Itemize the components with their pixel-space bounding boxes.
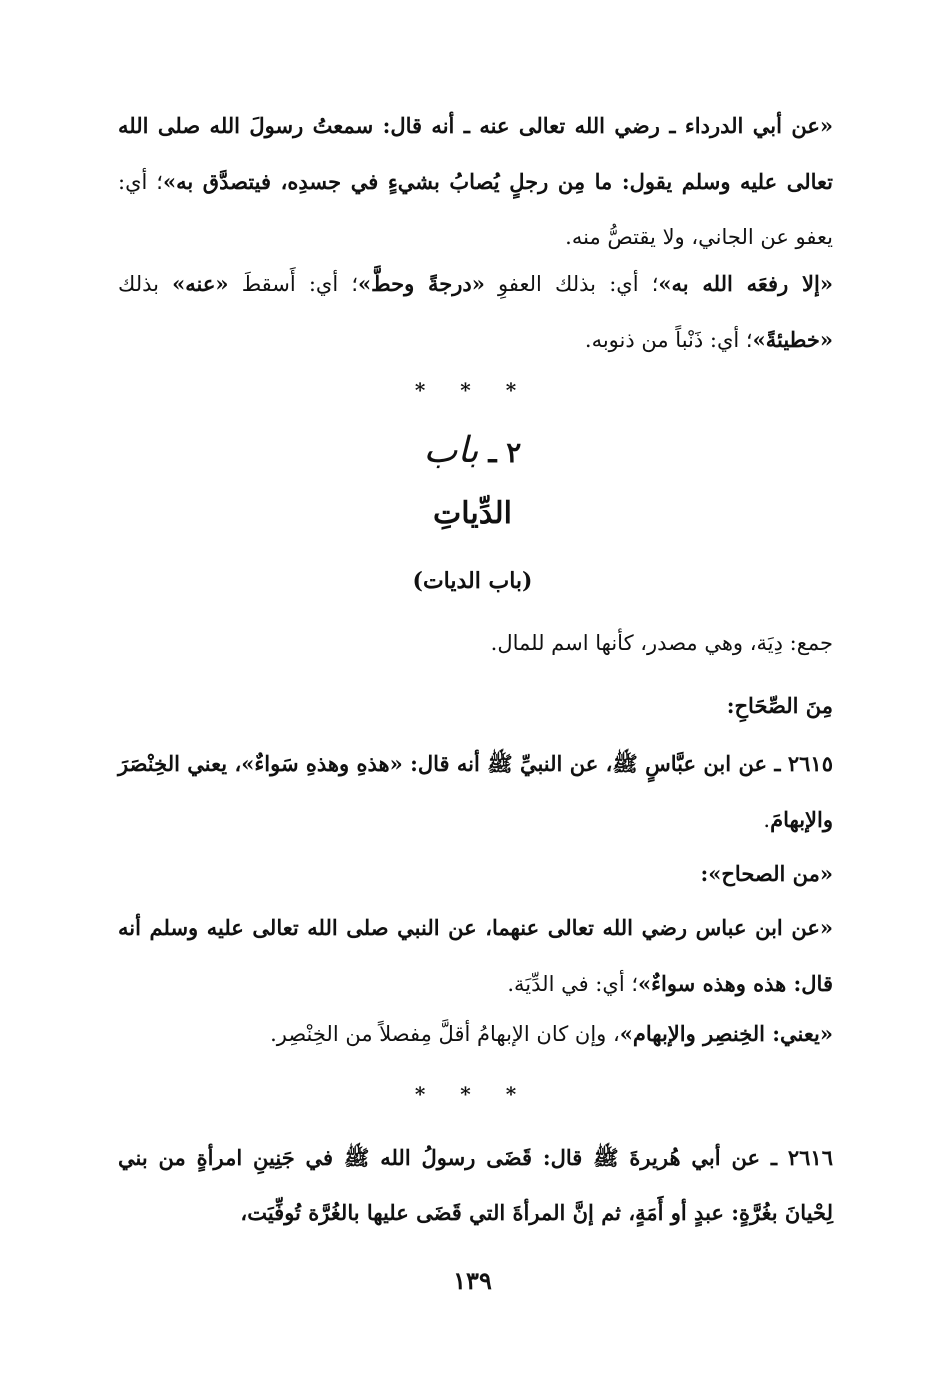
text-3: بذلك (118, 272, 173, 296)
sihah-quote-label: «من الصحاح»: (700, 861, 833, 886)
commentary-text: ؛ أي: يعفو عن الجاني، ولا يقتصُّ منه. (118, 170, 833, 249)
hadith-commentary-paragraph (118, 98, 833, 265)
page-number: ١٣٩ (453, 1266, 492, 1295)
quoted-text: «يعني: الخِنصِر والإبهام» (619, 1021, 833, 1046)
hadith-2615-text: ٢٦١٥ ـ عن ابن عبَّاسٍ ﷺ، عن النبيِّ ﷺ أنه قال: «هذهِ وهذهِ سَواءٌ»، يعني الخِنْصَرَ والإبهامَ (118, 751, 833, 832)
definition-line: جمع: دِيَة، وهي مصدر، كأنها اسم للمال. (490, 631, 833, 655)
quote-2: «درجةً وحطَّ» (358, 271, 485, 296)
quote-3: «عنه» (172, 271, 229, 296)
hadith-2615-end: . (763, 808, 771, 832)
quote-4: «خطيئةً» (752, 327, 833, 352)
chapter-number: ٢ ـ (488, 436, 522, 469)
text-2: ؛ أي: أَسقطَ (228, 272, 359, 296)
sihah-label: مِنَ الصِّحَاحِ: (726, 693, 833, 718)
text-4: ؛ أي: ذَنْباً من ذنوبه. (584, 328, 753, 352)
commentary-text: ؛ أي: في الدِّيَة. (507, 972, 638, 996)
section-heading: (باب الديات) (412, 568, 533, 594)
commentary-finger (118, 1006, 833, 1062)
text-1: ؛ أي: بذلك العفوِ (484, 272, 659, 296)
commentary-paragraph (118, 256, 833, 368)
commentary-text: ، وإن كان الإبهامُ أقلَّ مِفصلاً من الخِنْصِر. (270, 1022, 620, 1046)
chapter-title: الدِّياتِ (433, 496, 512, 531)
hadith-2616: ٢٦١٦ ـ عن أبي هُريرةَ ﷺ قال: قَضَى رسولُ الله ﷺ في جَنِينِ امرأةٍ من بني لِحْيانَ بغُرَّةٍ: عبدٍ أو أَمَةٍ، ثم إنَّ المرأةَ التي قَضَى عليها بالغُرَّة تُوفِّيَت، (118, 1145, 833, 1225)
section-separator: * * * (414, 378, 531, 402)
quoted-hadith-text: «عن أبي الدرداء ـ رضي الله تعالى عنه ـ أنه قال: سمعتُ رسولَ الله صلى الله تعالى عليه وسلم يقول: ما مِن رجلٍ يُصابُ بشيءٍ في جسدِه، فيتصدَّق به» (118, 113, 833, 194)
section-separator: * * * (414, 1082, 531, 1106)
chapter-word: باب (423, 430, 479, 471)
chapter-heading (0, 430, 945, 471)
quoted-hadith-text: «عن ابن عباس رضي الله تعالى عنهما، عن النبي صلى الله تعالى عليه وسلم أنه قال: هذه وهذه سواءٌ» (118, 915, 833, 996)
quote-1: «إلا رفعَه الله به» (658, 271, 833, 296)
hadith-commentary-2615 (118, 900, 833, 1012)
hadith-2615 (118, 736, 833, 848)
